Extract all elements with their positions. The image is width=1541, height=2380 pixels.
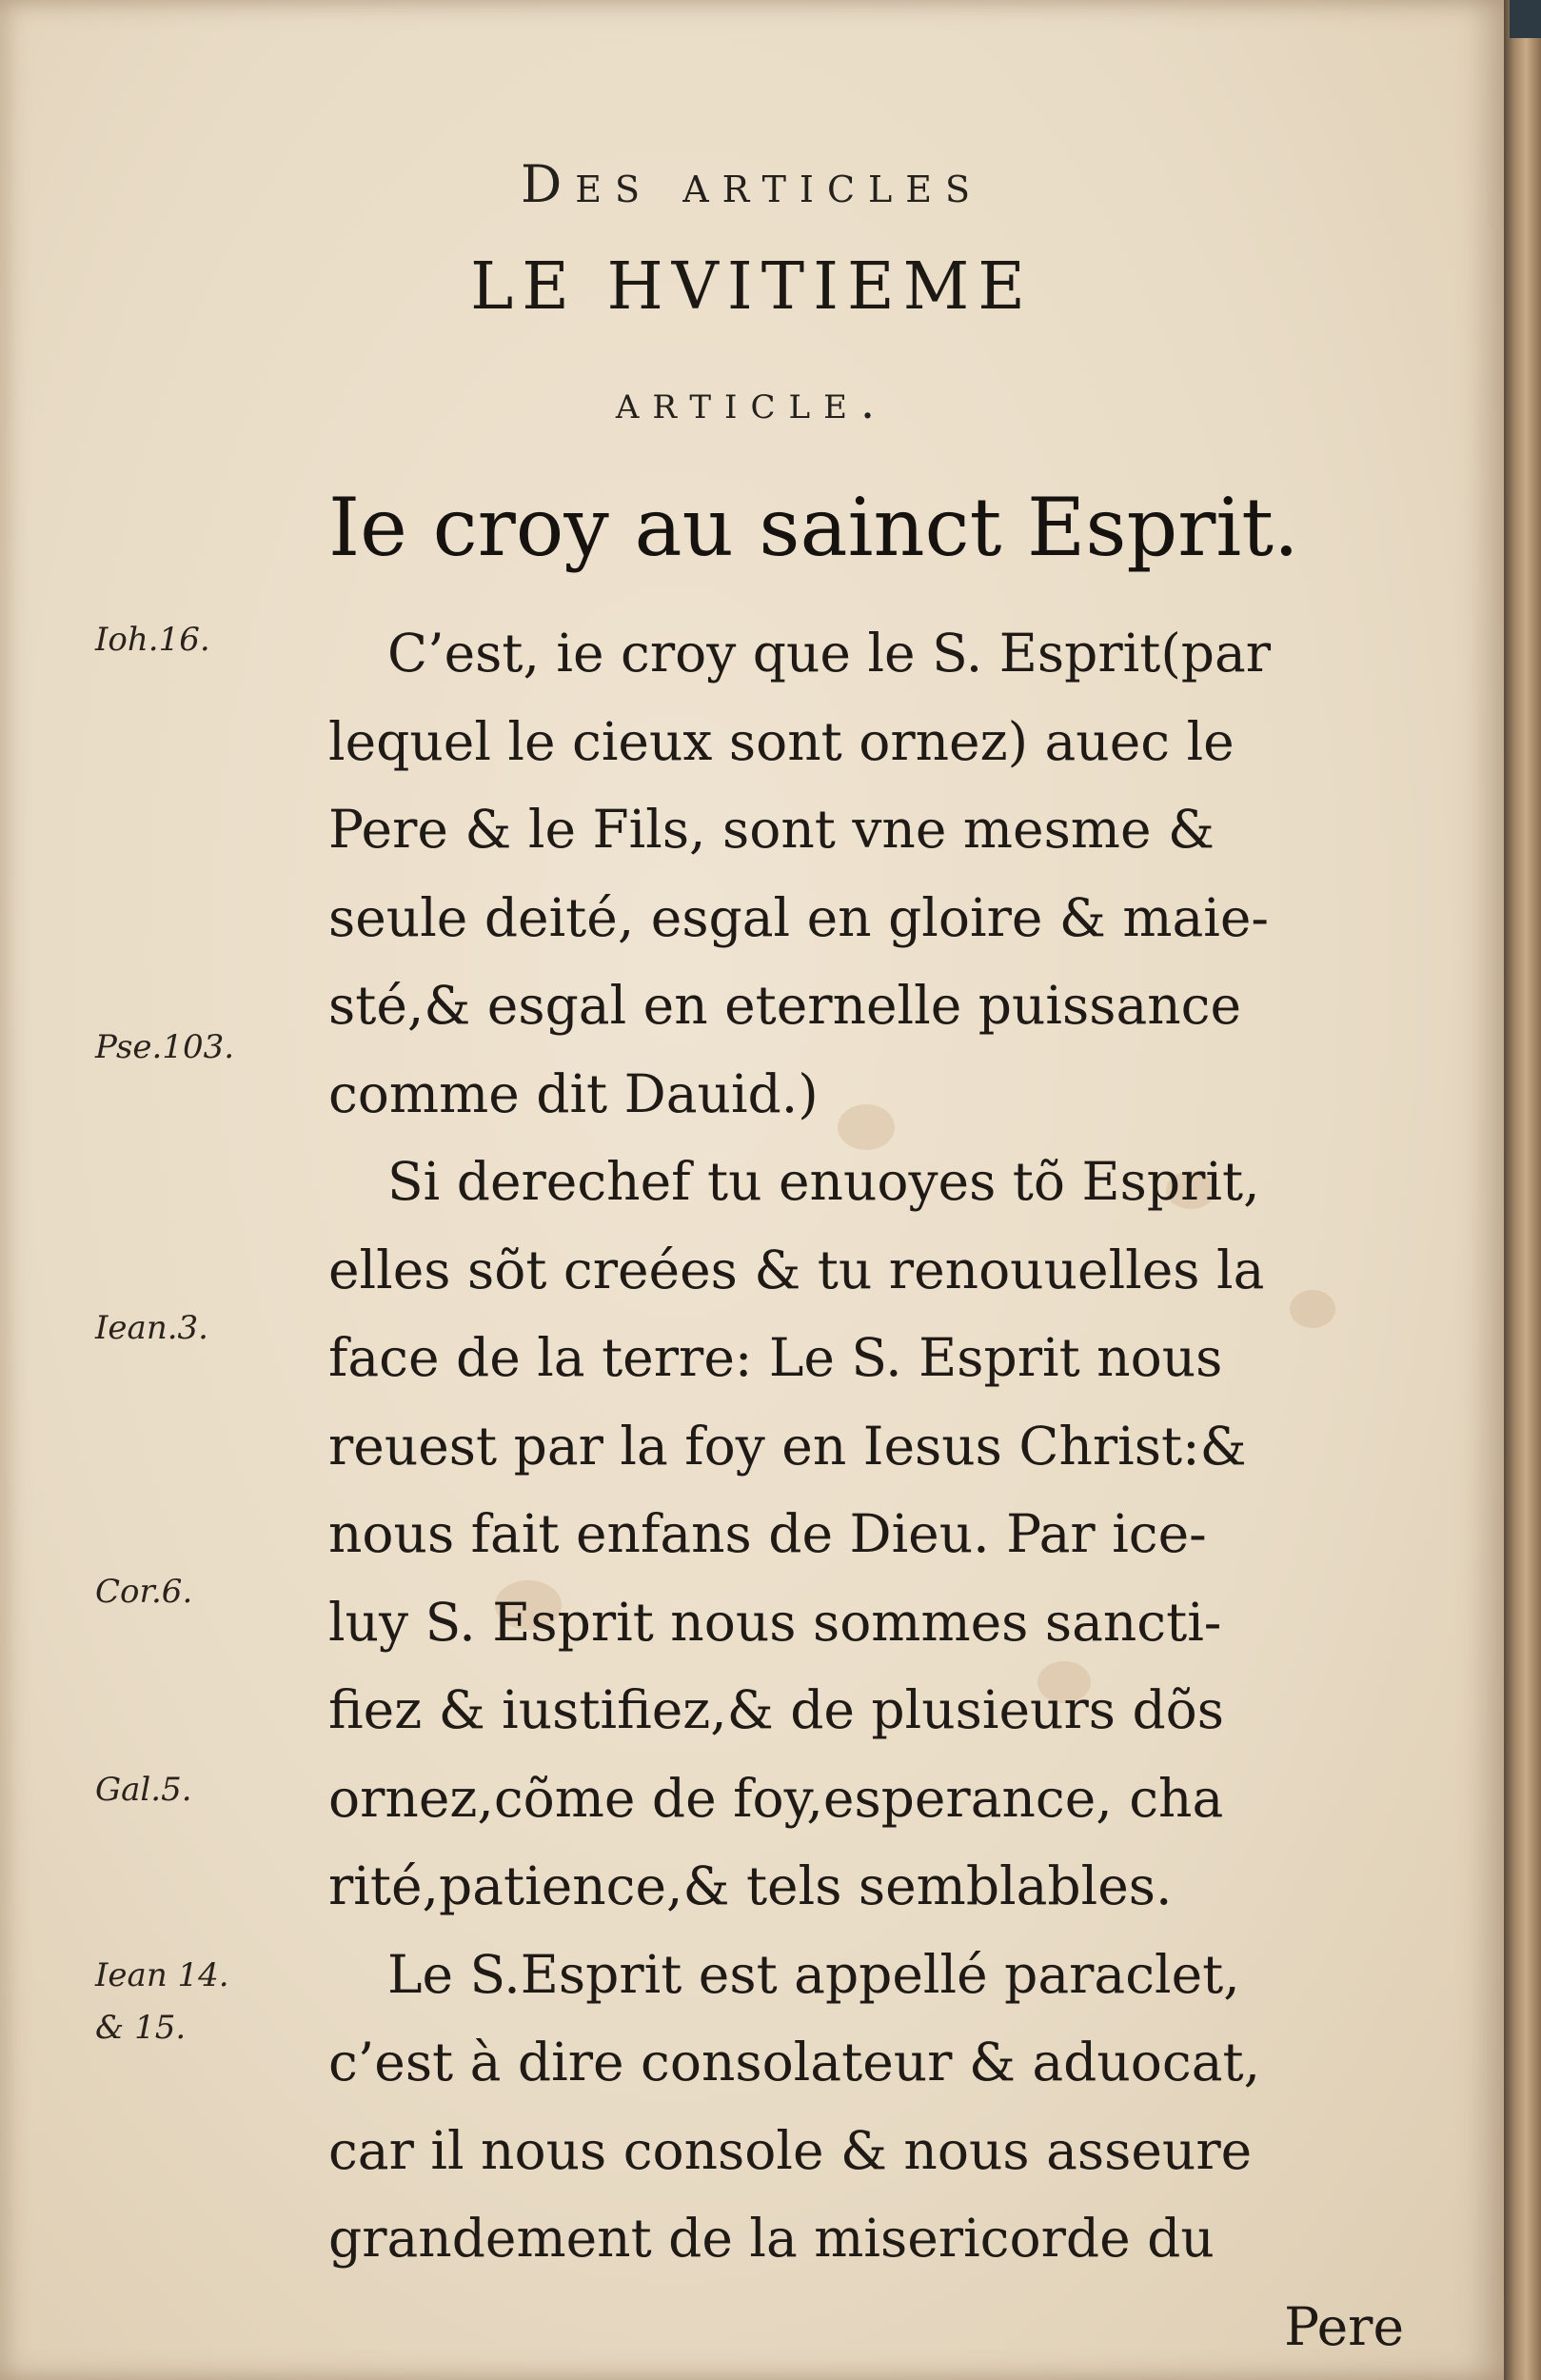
text-line: nous fait enfans de Dieu. Par ice- (328, 1503, 1207, 1564)
text-line: face de la terre: Le S. Esprit nous (328, 1327, 1223, 1388)
margin-note: Ioh.16. (95, 621, 210, 659)
margin-note: Cor.6. (95, 1573, 193, 1611)
margin-note: Pse.103. (95, 1028, 235, 1066)
margin-note: Gal.5. (95, 1771, 192, 1809)
text-line: c’est à dire consolateur & aduocat, (328, 2032, 1261, 2092)
text-line: ornez,cõme de foy,esperance, cha (328, 1767, 1224, 1829)
body-text (328, 609, 1404, 2370)
text-line: reuest par la foy en Iesus Christ:& (328, 1415, 1247, 1477)
margin-note: Iean 14. (95, 1956, 229, 1994)
margin-note: & 15. (95, 2009, 187, 2047)
text-line: seule deité, esgal en gloire & maie- (328, 886, 1270, 948)
text-line: fiez & iustifiez,& de plusieurs dõs (328, 1679, 1224, 1740)
text-line: elles sõt creées & tu renouuelles la (328, 1239, 1265, 1300)
margin-note: Iean.3. (95, 1309, 208, 1347)
text-line: Pere & le Fils, sont vne mesme & (328, 799, 1215, 860)
text-line: C’est, ie croy que le S. Esprit(par (387, 623, 1272, 684)
chapter-subtitle: article. (615, 376, 889, 429)
text-line: car il nous console & nous asseure (328, 2119, 1253, 2181)
book-edge (1504, 0, 1541, 2380)
catchword: Pere (1284, 2295, 1404, 2357)
text-line: sté,& esgal en eternelle puissance (328, 975, 1242, 1036)
text-line: luy S. Esprit nous sommes sancti- (328, 1591, 1222, 1653)
text-line: Le S.Esprit est appellé paraclet, (387, 1943, 1240, 2005)
lead-line: Ie croy au sainct Esprit. (328, 481, 1299, 574)
running-head: Des articles (520, 154, 984, 214)
text-line: Si derechef tu enuoyes tõ Esprit, (387, 1151, 1260, 1212)
text-line: rité,patience,& tels semblables. (328, 1855, 1173, 1916)
text-line: lequel le cieux sont ornez) auec le (328, 710, 1235, 772)
chapter-title: LE HVITIEME (470, 249, 1034, 325)
text-line: grandement de la misericorde du (328, 2208, 1215, 2269)
background-corner (1510, 0, 1541, 38)
text-line: comme dit Dauid.) (328, 1062, 819, 1124)
